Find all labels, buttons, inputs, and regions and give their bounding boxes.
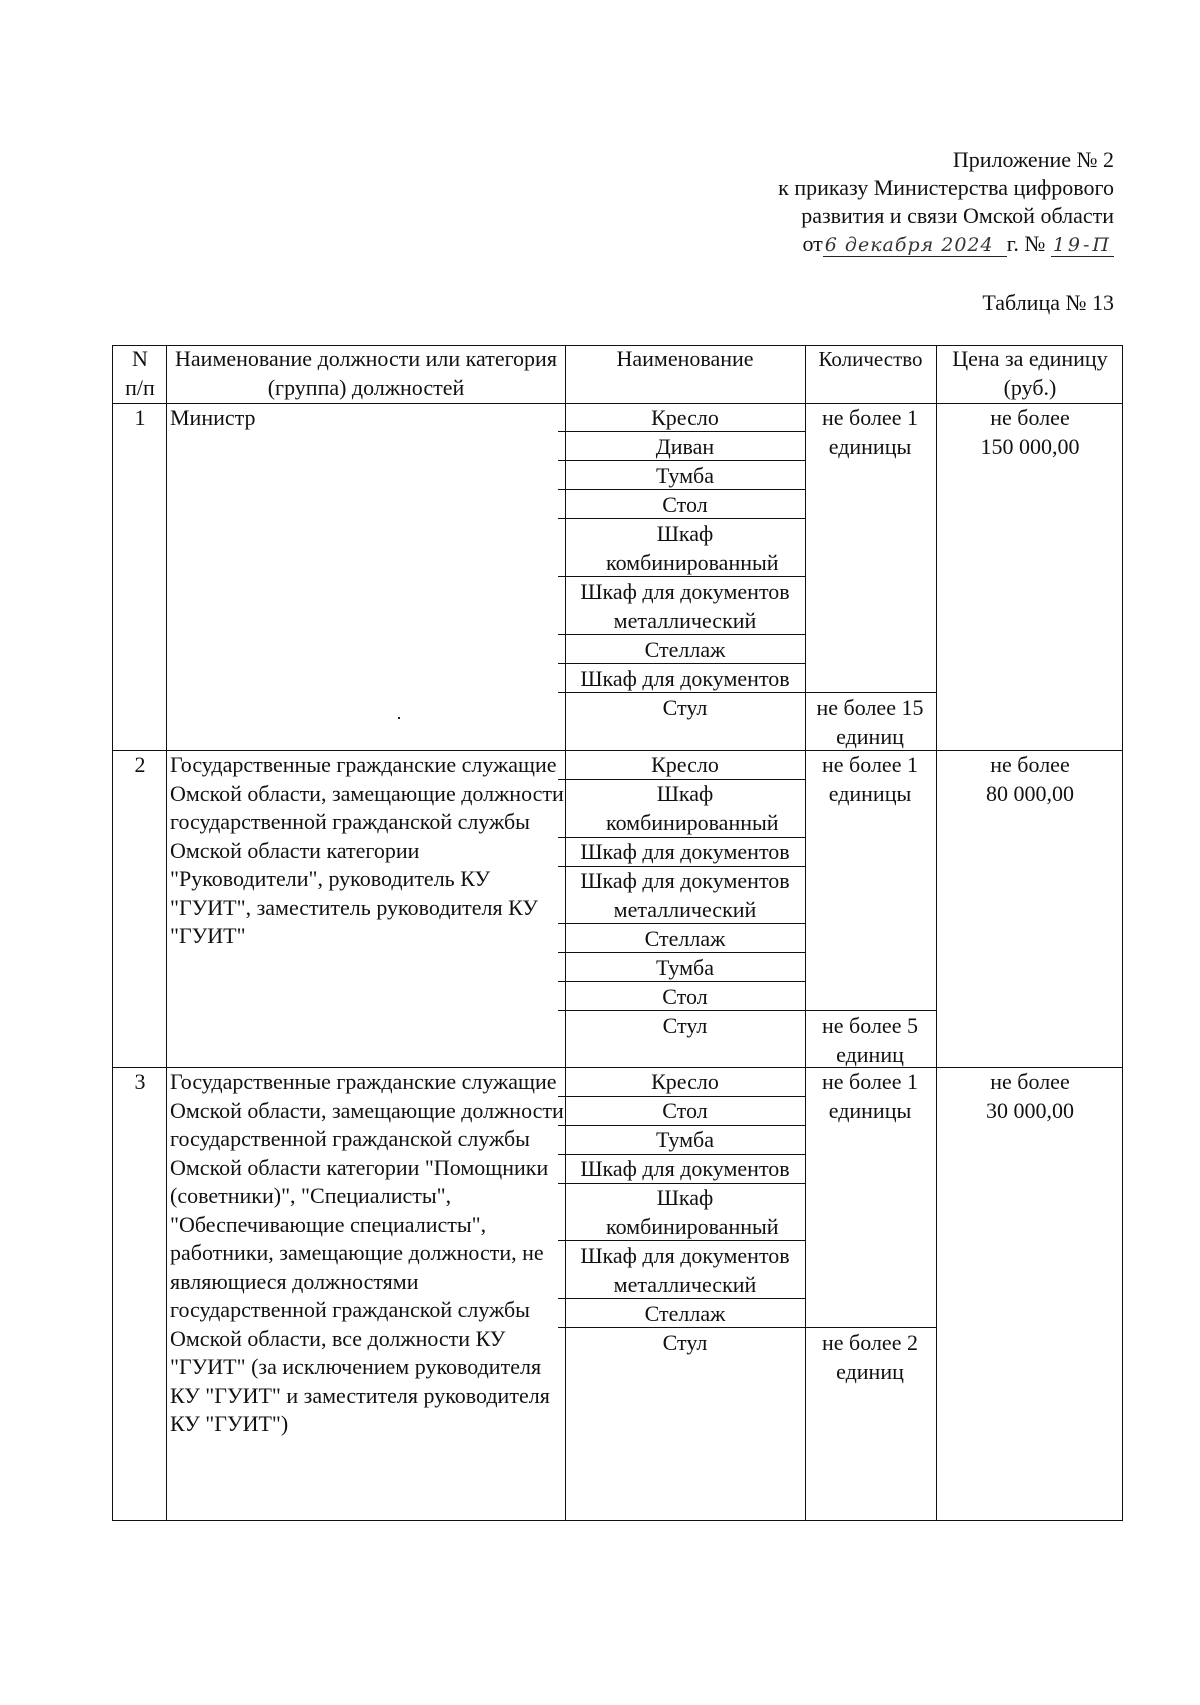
item-name: Стул bbox=[662, 1330, 708, 1355]
handwritten-number: 19-П bbox=[1052, 234, 1112, 256]
column-header-price: Цена за единицу (руб.) bbox=[952, 346, 1108, 400]
item-name: Стул bbox=[662, 695, 708, 720]
item-name: Стеллаж bbox=[644, 637, 726, 662]
quantity-limit: не более 1 единицы bbox=[822, 1069, 918, 1123]
item-name: Стеллаж bbox=[644, 926, 726, 951]
table-number: Таблица № 13 bbox=[982, 290, 1114, 315]
item-name: Стул bbox=[662, 1013, 708, 1038]
item-name: Кресло bbox=[651, 752, 719, 777]
qty-separator bbox=[805, 1010, 936, 1011]
item-name: Стол bbox=[662, 984, 708, 1009]
scan-speck bbox=[398, 717, 400, 719]
quantity-limit-chairs: не более 5 единиц bbox=[822, 1013, 918, 1067]
position-category: Министр bbox=[170, 405, 256, 430]
column-divider bbox=[936, 345, 937, 1521]
quantity-limit-chairs: не более 15 единиц bbox=[816, 695, 924, 749]
qty-separator bbox=[805, 692, 936, 693]
position-category: Государственные гражданские служащие Омской области, замещающие должности государственной гражданской службы Омской области категории "Помощники (советники)", "Специалисты", "Обеспечивающие специалисты", работники, замещающие должности, не являющиеся должностями государственной гражданской службы Омской области, все должности КУ "ГУИТ" (за исключением руководителя КУ "ГУИТ" и заместителя руководителя КУ "ГУИТ") bbox=[170, 1069, 564, 1436]
column-header-position: Наименование должности или категория (группа) должностей bbox=[175, 346, 557, 400]
qty-separator bbox=[805, 1327, 936, 1328]
table-border-left bbox=[112, 345, 113, 1521]
ministry-line: развития и связи Омской области bbox=[801, 203, 1114, 228]
date-number-line bbox=[802, 232, 1114, 257]
item-name: Шкаф для документов металлический bbox=[580, 1243, 790, 1297]
item-name: Шкаф комбинированный bbox=[606, 781, 779, 835]
item-name: Стол bbox=[662, 492, 708, 517]
item-name: Шкаф для документов bbox=[580, 839, 790, 864]
table-border-bottom bbox=[112, 1520, 1123, 1521]
quantity-limit: не более 1 единицы bbox=[822, 752, 918, 806]
quantity-limit-chairs: не более 2 единиц bbox=[822, 1330, 918, 1384]
year-number-label: г. № bbox=[1006, 231, 1046, 256]
item-name: Шкаф для документов bbox=[580, 666, 790, 691]
item-name: Тумба bbox=[656, 463, 714, 488]
order-reference-line: к приказу Министерства цифрового bbox=[778, 175, 1114, 200]
from-label: от bbox=[802, 231, 823, 256]
item-name: Шкаф для документов металлический bbox=[580, 868, 790, 922]
column-header-quantity: Количество bbox=[818, 347, 923, 371]
row-number: 1 bbox=[134, 405, 146, 430]
row-number: 2 bbox=[134, 752, 146, 777]
column-header-name: Наименование bbox=[616, 346, 754, 371]
item-name: Шкаф для документов bbox=[580, 1156, 790, 1181]
price-limit: не более 80 000,00 bbox=[986, 752, 1074, 806]
position-category: Государственные гражданские служащие Омской области, замещающие должности государственной гражданской службы Омской области категории "Руководители", руководитель КУ "ГУИТ", заместитель руководителя КУ "ГУИТ" bbox=[170, 752, 564, 948]
item-name: Диван bbox=[655, 434, 715, 459]
table-border-right bbox=[1122, 345, 1123, 1521]
row-number: 3 bbox=[134, 1069, 146, 1094]
item-name: Шкаф комбинированный bbox=[606, 1185, 779, 1239]
item-name: Стеллаж bbox=[644, 1301, 726, 1326]
price-limit: не более 150 000,00 bbox=[980, 405, 1080, 459]
column-header-number: N п/п bbox=[125, 346, 155, 400]
item-name: Кресло bbox=[651, 405, 719, 430]
column-divider bbox=[166, 345, 167, 1521]
appendix-title: Приложение № 2 bbox=[952, 147, 1114, 172]
item-name: Шкаф комбинированный bbox=[606, 521, 779, 575]
item-name: Кресло bbox=[651, 1069, 719, 1094]
handwritten-date: 6 декабря 2024 bbox=[823, 234, 1007, 257]
item-name: Тумба bbox=[656, 955, 714, 980]
price-limit: не более 30 000,00 bbox=[986, 1069, 1074, 1123]
quantity-limit: не более 1 единицы bbox=[822, 405, 918, 459]
item-name: Тумба bbox=[656, 1127, 714, 1152]
item-name: Стол bbox=[662, 1098, 708, 1123]
item-name: Шкаф для документов металлический bbox=[580, 579, 790, 633]
